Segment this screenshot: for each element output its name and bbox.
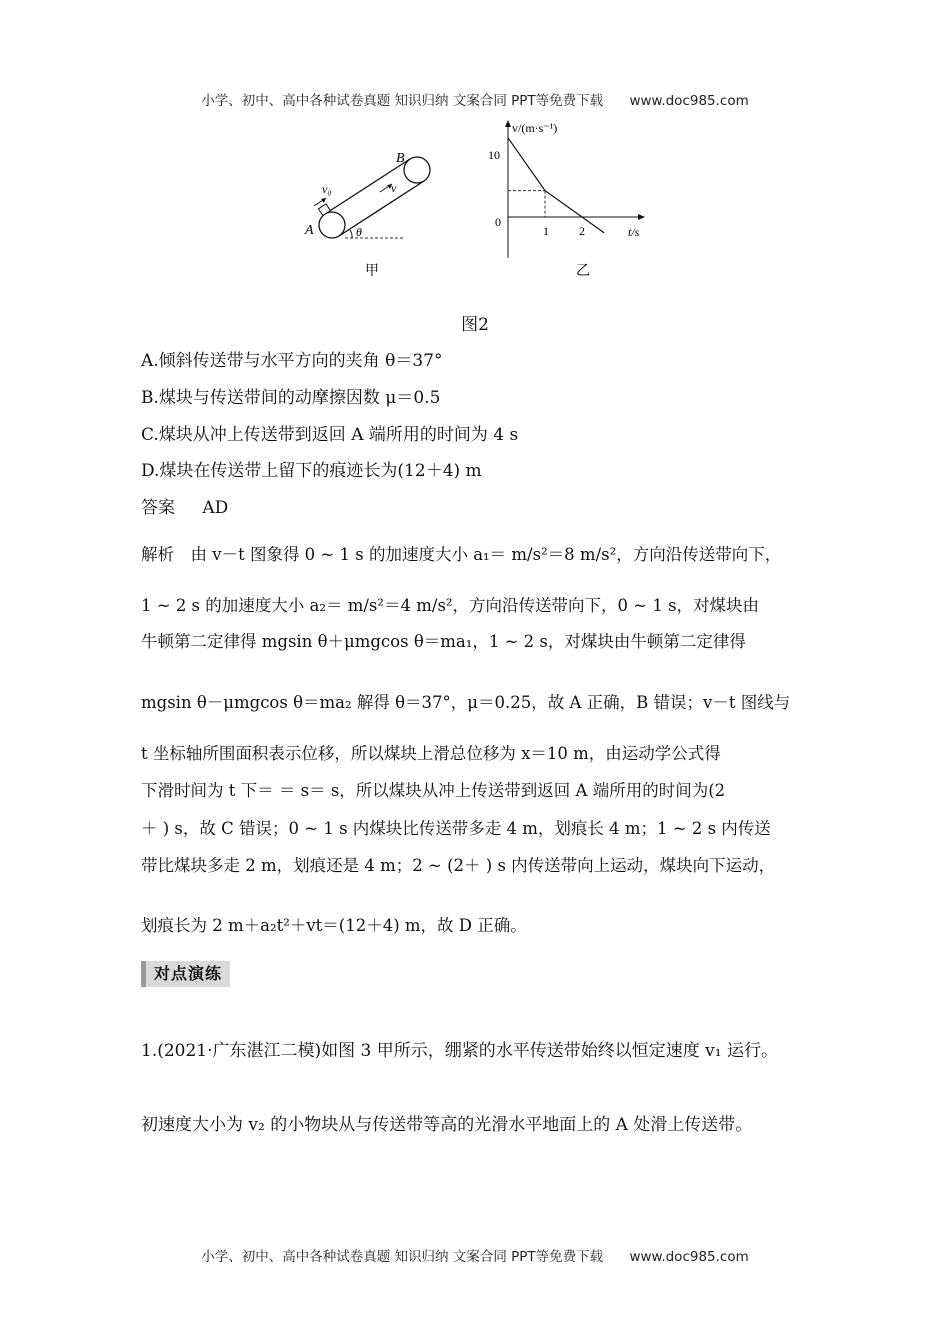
x-axis-arrow: [638, 214, 645, 220]
belt-bottom: [339, 181, 424, 236]
y-tick-0: 0: [495, 215, 501, 229]
solution-line-1: 解析 由 v－t 图象得 0 ~ 1 s 的加速度大小 a₁＝ m/s²＝8 m/s²，方向沿传送带向下，: [141, 545, 782, 564]
answer-value: AD: [202, 498, 229, 518]
right-figure-label: 乙: [576, 263, 590, 279]
label-v0: v₀: [322, 182, 332, 196]
figure-caption: 图2: [461, 315, 489, 335]
figure-svg: [300, 118, 660, 288]
header-text: 小学、初中、高中各种试卷真题 知识归纳 文案合同 PPT等免费下载: [201, 93, 604, 109]
answer-row: [141, 493, 228, 518]
theta-arc: [350, 230, 352, 238]
page-footer: [0, 1245, 950, 1265]
footer-text: 小学、初中、高中各种试卷真题 知识归纳 文案合同 PPT等免费下载: [201, 1249, 604, 1265]
label-a: A: [305, 223, 314, 238]
option-d[interactable]: D.煤块在传送带上留下的痕迹长为(12＋4) m: [141, 461, 482, 481]
solution-line-4: mgsin θ－μmgcos θ＝ma₂ 解得 θ＝37°，μ＝0.25，故 A 正确，B 错误；v－t 图线与: [141, 693, 791, 712]
option-c[interactable]: C.煤块从冲上传送带到返回 A 端所用的时间为 4 s: [141, 425, 519, 445]
y-axis-label: v/(m·s⁻¹): [512, 121, 558, 135]
solution-line-8: 带比煤块多走 2 m，划痕还是 4 m；2 ~ (2＋ ) s 内传送带向上运动，煤块向下运动，: [141, 856, 776, 875]
solution-line-3: 牛顿第二定律得 mgsin θ＋μmgcos θ＝ma₁，1 ~ 2 s，对煤块由牛顿第二定律得: [141, 632, 746, 651]
answer-label: 答案: [141, 498, 175, 518]
question-line-1: 1.(2021·广东湛江二模)如图 3 甲所示，绷紧的水平传送带始终以恒定速度 v₁ 运行。: [141, 1041, 779, 1061]
y-tick-10: 10: [488, 148, 500, 162]
conveyor-diagram: [304, 151, 430, 279]
x-tick-2: 2: [579, 224, 585, 238]
y-axis-arrow: [505, 120, 511, 127]
figure-2: [300, 118, 660, 288]
x-tick-1: 1: [543, 224, 549, 238]
vt-series-line: [508, 138, 604, 233]
left-figure-label: 甲: [365, 263, 379, 279]
belt-top: [325, 159, 410, 214]
solution-line-2: 1 ~ 2 s 的加速度大小 a₂＝ m/s²＝4 m/s²，方向沿传送带向下，0 ~ 1 s，对煤块由: [141, 596, 760, 615]
label-b: B: [396, 151, 405, 166]
vt-graph[interactable]: [488, 120, 645, 279]
coal-block: [318, 204, 330, 216]
solution-line-7: ＋ ) s，故 C 错误；0 ~ 1 s 内煤块比传送带多走 4 m，划痕长 4 m；1 ~ 2 s 内传送: [141, 819, 771, 838]
solution-line-6: 下滑时间为 t 下＝ ＝ s＝ s，所以煤块从冲上传送带到返回 A 端所用的时间为(2: [141, 781, 726, 800]
footer-url[interactable]: www.doc985.com: [629, 1249, 749, 1265]
option-b[interactable]: B.煤块与传送带间的动摩擦因数 μ＝0.5: [141, 388, 441, 408]
page-header: [0, 89, 950, 109]
section-header-practice: 对点演练: [141, 961, 230, 987]
option-a[interactable]: A.倾斜传送带与水平方向的夹角 θ＝37°: [141, 351, 443, 371]
solution-line-9: 划痕长为 2 m＋a₂t²＋vt＝(12＋4) m，故 D 正确。: [141, 916, 527, 935]
question-line-2: 初速度大小为 v₂ 的小物块从与传送带等高的光滑水平地面上的 A 处滑上传送带。: [141, 1115, 753, 1135]
label-v: v: [391, 181, 397, 195]
x-axis-label: t/s: [628, 225, 640, 239]
header-url[interactable]: www.doc985.com: [629, 93, 749, 109]
label-theta: θ: [356, 225, 362, 239]
solution-line-5: t 坐标轴所围面积表示位移，所以煤块上滑总位移为 x＝10 m，由运动学公式得: [141, 744, 721, 763]
